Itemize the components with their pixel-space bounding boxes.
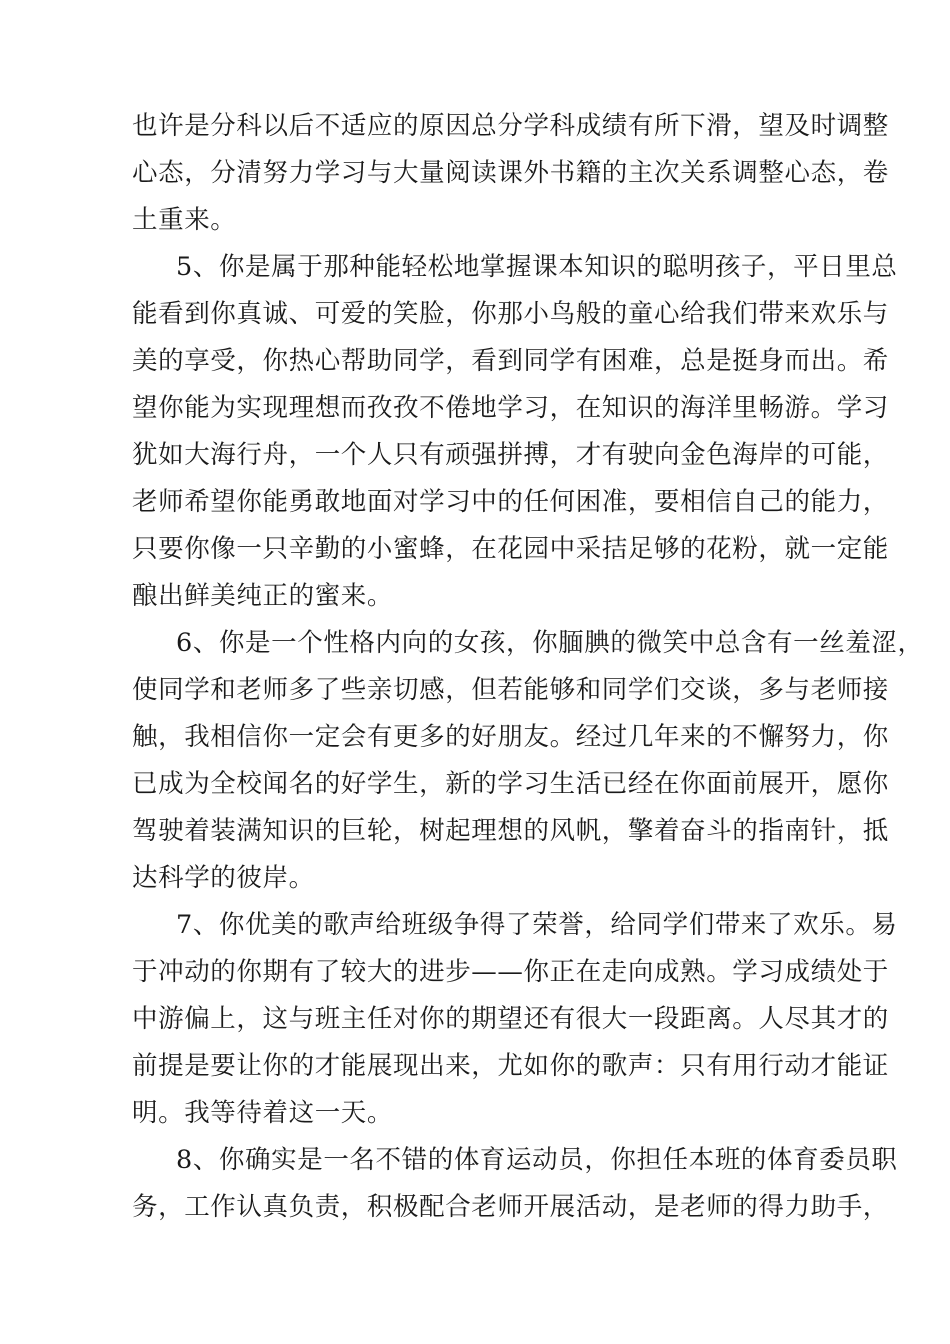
- text-line: 已成为全校闻名的好学生，新的学习生活已经在你面前展开，愿你: [132, 769, 889, 799]
- text-line: 心态，分清努力学习与大量阅读课外书籍的主次关系调整心态，卷: [132, 158, 889, 188]
- text-line: 明。我等待着这一天。: [132, 1098, 394, 1128]
- text-line: 中游偏上，这与班主任对你的期望还有很大一段距离。人尽其才的: [132, 1004, 889, 1034]
- text-line: 触，我相信你一定会有更多的好朋友。经过几年来的不懈努力，你: [132, 722, 889, 752]
- text-line: 酿出鲜美纯正的蜜来。: [132, 581, 394, 611]
- text-line: 也许是分科以后不适应的原因总分学科成绩有所下滑，望及时调整: [132, 111, 889, 141]
- text-line: 驾驶着装满知识的巨轮，树起理想的风帆，擎着奋斗的指南针，抵: [132, 816, 889, 846]
- paragraph-7-first-line: 7、你优美的歌声给班级争得了荣誉，给同学们带来了欢乐。易: [176, 910, 898, 940]
- text-line: 只要你像一只辛勤的小蜜蜂，在花园中采拮足够的花粉，就一定能: [132, 534, 889, 564]
- paragraph-6-first-line: 6、你是一个性格内向的女孩，你腼腆的微笑中总含有一丝羞涩，: [176, 628, 924, 658]
- paragraph-8-first-line: 8、你确实是一名不错的体育运动员，你担任本班的体育委员职: [176, 1145, 898, 1175]
- text-line: 于冲动的你期有了较大的进步——你正在走向成熟。学习成绩处于: [132, 957, 889, 987]
- text-line: 前提是要让你的才能展现出来，尤如你的歌声：只有用行动才能证: [132, 1051, 889, 1081]
- text-line: 达科学的彼岸。: [132, 863, 315, 893]
- text-line: 美的享受，你热心帮助同学，看到同学有困难，总是挺身而出。希: [132, 346, 889, 376]
- text-line: 务，工作认真负责，积极配合老师开展活动，是老师的得力助手，: [132, 1192, 889, 1222]
- text-line: 望你能为实现理想而孜孜不倦地学习，在知识的海洋里畅游。学习: [132, 393, 889, 423]
- text-line: 犹如大海行舟，一个人只有顽强拼搏，才有驶向金色海岸的可能，: [132, 440, 889, 470]
- paragraph-5-first-line: 5、你是属于那种能轻松地掌握课本知识的聪明孩子，平日里总: [176, 252, 898, 282]
- text-line: 能看到你真诚、可爱的笑脸，你那小鸟般的童心给我们带来欢乐与: [132, 299, 889, 329]
- text-line: 土重来。: [132, 205, 237, 235]
- text-line: 使同学和老师多了些亲切感，但若能够和同学们交谈，多与老师接: [132, 675, 889, 705]
- text-line: 老师希望你能勇敢地面对学习中的任何困准，要相信自己的能力，: [132, 487, 889, 517]
